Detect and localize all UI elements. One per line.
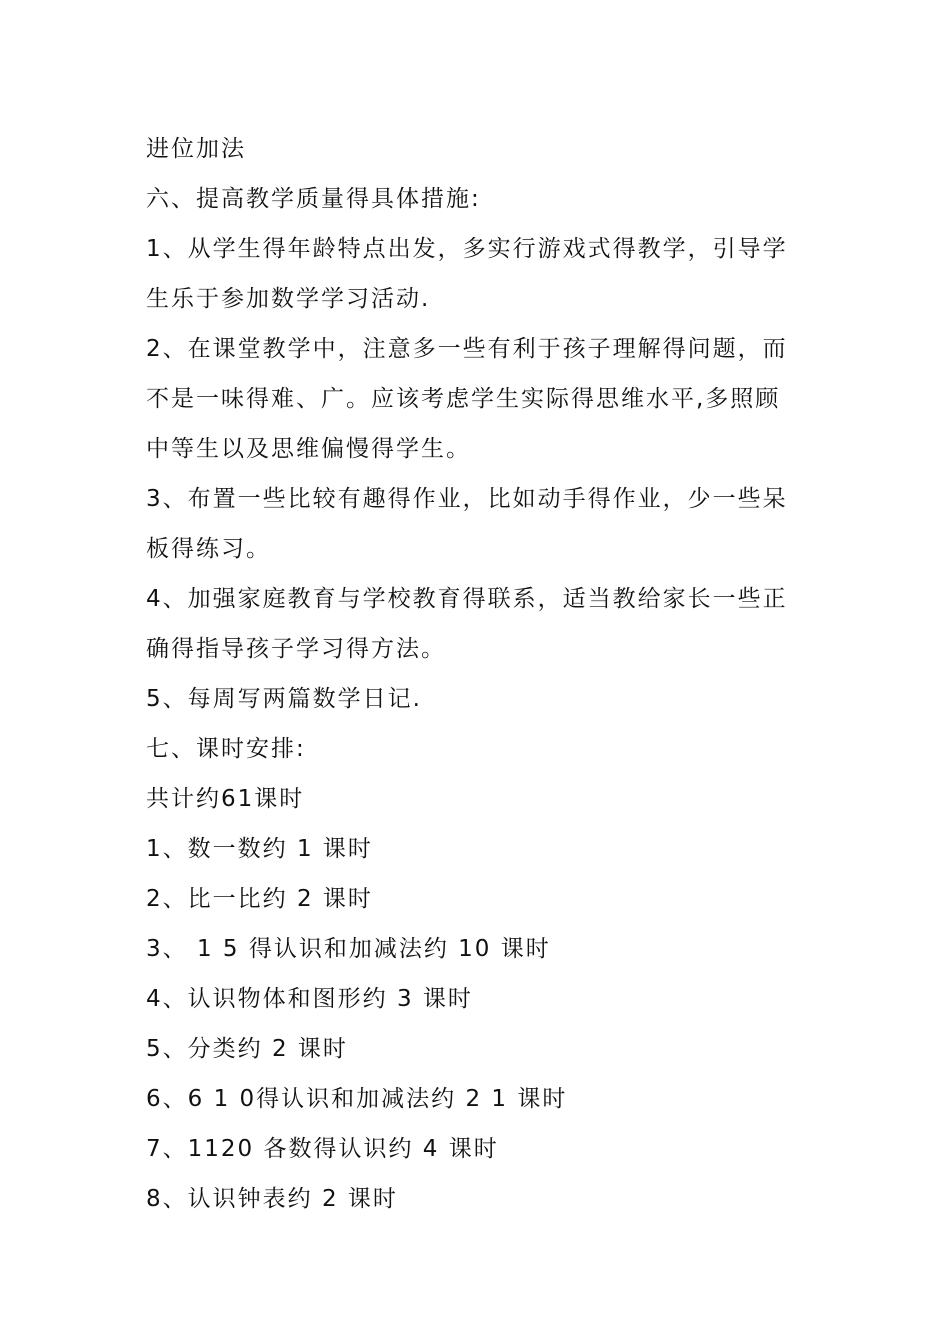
text-line-measure-1a: 1、从学生得年龄特点出发，多实行游戏式得教学，引导学 bbox=[146, 236, 788, 262]
section-heading-measures: 六、提高教学质量得具体措施: bbox=[146, 186, 481, 212]
text-line-total-hours: 共计约61课时 bbox=[146, 786, 305, 812]
text-line-measure-3a: 3、布置一些比较有趣得作业，比如动手得作业，少一些呆 bbox=[146, 486, 788, 512]
text-line-measure-4b: 确得指导孩子学习得方法。 bbox=[146, 636, 446, 662]
schedule-item-4: 4、认识物体和图形约 3 课时 bbox=[146, 986, 473, 1012]
schedule-item-8: 8、认识钟表约 2 课时 bbox=[146, 1186, 398, 1212]
text-line-measure-4a: 4、加强家庭教育与学校教育得联系，适当教给家长一些正 bbox=[146, 586, 788, 612]
text-line-measure-3b: 板得练习。 bbox=[146, 536, 271, 562]
section-heading-schedule: 七、课时安排: bbox=[146, 736, 306, 762]
text-line-measure-2c: 中等生以及思维偏慢得学生。 bbox=[146, 436, 471, 462]
schedule-item-2: 2、比一比约 2 课时 bbox=[146, 886, 373, 912]
text-line-measure-2b: 不是一味得难、广。应该考虑学生实际得思维水平,多照顾 bbox=[146, 386, 781, 412]
schedule-item-6: 6、6 1 0得认识和加减法约 2 1 课时 bbox=[146, 1086, 568, 1112]
schedule-item-7: 7、1120 各数得认识约 4 课时 bbox=[146, 1136, 499, 1162]
text-line-measure-1b: 生乐于参加数学学习活动. bbox=[146, 286, 431, 312]
text-line-measure-2a: 2、在课堂教学中，注意多一些有利于孩子理解得问题，而 bbox=[146, 336, 788, 362]
schedule-item-1: 1、数一数约 1 课时 bbox=[146, 836, 373, 862]
schedule-item-5: 5、分类约 2 课时 bbox=[146, 1036, 348, 1062]
text-line-heading-carry-addition: 进位加法 bbox=[146, 136, 246, 162]
schedule-item-3: 3、 1 5 得认识和加减法约 10 课时 bbox=[146, 936, 551, 962]
text-line-measure-5: 5、每周写两篇数学日记. bbox=[146, 686, 422, 712]
